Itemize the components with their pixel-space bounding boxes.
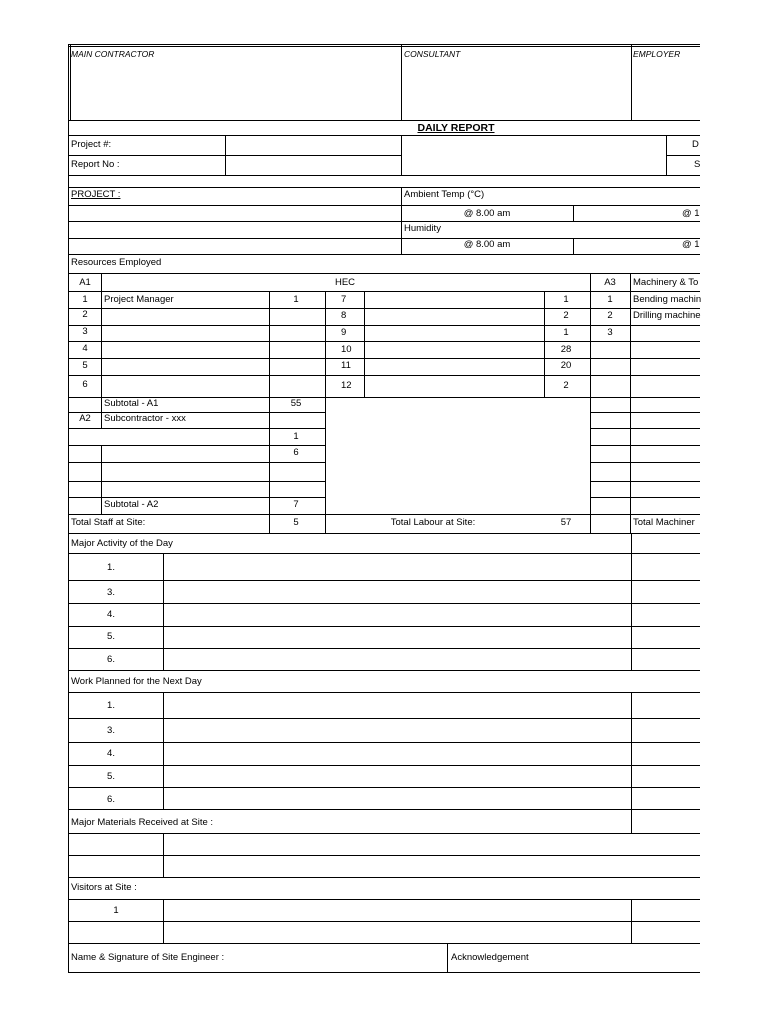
hec-row-qty: 28 bbox=[560, 344, 572, 355]
grid-line-horizontal bbox=[590, 462, 700, 463]
grid-line-horizontal bbox=[68, 221, 700, 222]
grid-line-vertical bbox=[163, 899, 164, 943]
a3-row-number: 3 bbox=[607, 327, 613, 338]
planned-item-number: 6. bbox=[107, 794, 115, 805]
planned-item-number: 3. bbox=[107, 725, 115, 736]
temp-8am-label: @ 8.00 am bbox=[463, 208, 511, 219]
grid-line-vertical bbox=[631, 899, 632, 943]
grid-line-horizontal bbox=[666, 155, 700, 156]
grid-line-vertical bbox=[325, 291, 326, 533]
employer-label: EMPLOYER bbox=[633, 49, 681, 59]
planned-title: Work Planned for the Next Day bbox=[71, 676, 202, 687]
a3-header: A3 bbox=[604, 277, 616, 288]
grid-line-horizontal bbox=[68, 238, 700, 239]
grid-line-vertical bbox=[630, 291, 631, 533]
grid-line-vertical bbox=[163, 833, 164, 877]
subtotal-a1-label: Subtotal - A1 bbox=[104, 398, 159, 409]
grid-line-horizontal bbox=[68, 120, 700, 121]
grid-line-vertical bbox=[447, 943, 448, 972]
grid-line-horizontal bbox=[68, 877, 700, 878]
grid-line-vertical bbox=[101, 445, 102, 514]
grid-line-horizontal bbox=[68, 44, 700, 45]
a1-row-number: 1 bbox=[82, 294, 88, 305]
a2-value: 6 bbox=[293, 447, 299, 458]
humidity-8am-label: @ 8.00 am bbox=[463, 239, 511, 250]
grid-line-horizontal bbox=[68, 428, 325, 429]
grid-line-vertical bbox=[68, 44, 69, 972]
report-number-label: Report No : bbox=[71, 159, 120, 170]
grid-line-vertical bbox=[544, 291, 545, 397]
humidity-1pm-label: @ 1 bbox=[682, 239, 700, 250]
machinery-header: Machinery & To bbox=[633, 277, 699, 288]
total-staff-label: Total Staff at Site: bbox=[71, 517, 146, 528]
total-staff-value: 5 bbox=[293, 517, 299, 528]
a1-row-qty: 1 bbox=[293, 294, 299, 305]
grid-line-vertical bbox=[630, 273, 631, 291]
activity-item-number: 1. bbox=[107, 562, 115, 573]
grid-line-horizontal bbox=[590, 497, 700, 498]
total-machinery-label: Total Machiner bbox=[633, 517, 695, 528]
activity-item-number: 6. bbox=[107, 654, 115, 665]
main-contractor-label: MAIN CONTRACTOR bbox=[71, 49, 155, 59]
grid-line-horizontal bbox=[590, 412, 700, 413]
a3-row-number: 1 bbox=[607, 294, 613, 305]
grid-line-horizontal bbox=[68, 291, 700, 292]
planned-item-number: 5. bbox=[107, 771, 115, 782]
grid-line-horizontal bbox=[68, 445, 325, 446]
project-label: PROJECT : bbox=[71, 189, 121, 200]
grid-line-vertical bbox=[401, 44, 402, 120]
grid-line-vertical bbox=[631, 533, 632, 670]
grid-line-horizontal bbox=[68, 481, 325, 482]
grid-line-horizontal bbox=[68, 497, 325, 498]
a1-row-number: 4 bbox=[82, 343, 88, 354]
a1-header: A1 bbox=[79, 277, 91, 288]
grid-line-vertical bbox=[573, 238, 574, 254]
grid-line-horizontal bbox=[68, 155, 401, 156]
hec-row-number: 9 bbox=[341, 327, 347, 338]
temp-1pm-label: @ 1 bbox=[682, 208, 700, 219]
grid-line-vertical bbox=[401, 135, 402, 175]
grid-line-horizontal bbox=[68, 205, 700, 206]
activity-item-number: 3. bbox=[107, 587, 115, 598]
activity-item-number: 4. bbox=[107, 609, 115, 620]
acknowledgement-label: Acknowledgement bbox=[451, 952, 529, 963]
ambient-temp-label: Ambient Temp (°C) bbox=[404, 189, 485, 200]
hec-header: HEC bbox=[334, 277, 356, 288]
grid-line-horizontal bbox=[68, 175, 700, 176]
materials-title: Major Materials Received at Site : bbox=[71, 817, 214, 828]
subtotal-a2-label: Subtotal - A2 bbox=[104, 499, 159, 510]
report-title: DAILY REPORT bbox=[417, 122, 495, 134]
subtotal-a1-value: 55 bbox=[290, 398, 302, 409]
grid-line-vertical bbox=[590, 273, 591, 291]
hec-row-qty: 20 bbox=[560, 360, 572, 371]
grid-line-horizontal bbox=[590, 445, 700, 446]
grid-line-horizontal bbox=[590, 428, 700, 429]
total-labour-value: 57 bbox=[560, 517, 572, 528]
visitors-title: Visitors at Site : bbox=[71, 882, 137, 893]
grid-line-vertical bbox=[364, 291, 365, 397]
subcontractor-label: Subcontractor - xxx bbox=[104, 413, 186, 424]
a1-row-number: 3 bbox=[82, 326, 88, 337]
hec-row-qty: 2 bbox=[563, 310, 569, 321]
grid-line-vertical bbox=[631, 44, 632, 120]
grid-line-horizontal bbox=[68, 254, 700, 255]
hec-row-qty: 2 bbox=[563, 380, 569, 391]
grid-line-vertical bbox=[590, 291, 591, 533]
a1-row-number: 6 bbox=[82, 379, 88, 390]
hec-row-number: 11 bbox=[341, 360, 351, 371]
a1-row-number: 5 bbox=[82, 360, 88, 371]
grid-line-horizontal bbox=[68, 135, 700, 136]
grid-line-vertical bbox=[163, 692, 164, 809]
a2-value: 1 bbox=[293, 431, 299, 442]
activity-item-number: 5. bbox=[107, 631, 115, 642]
planned-item-number: 1. bbox=[107, 700, 115, 711]
grid-line-horizontal bbox=[68, 358, 700, 359]
grid-line-horizontal bbox=[68, 972, 700, 973]
grid-line-horizontal bbox=[68, 187, 700, 188]
grid-line-horizontal bbox=[68, 46, 700, 47]
s-label: S bbox=[694, 159, 701, 170]
hec-row-number: 12 bbox=[341, 380, 352, 391]
grid-line-horizontal bbox=[590, 481, 700, 482]
grid-line-horizontal bbox=[68, 397, 700, 398]
date-label: D bbox=[692, 139, 699, 150]
hec-row-qty: 1 bbox=[563, 327, 569, 338]
grid-line-horizontal bbox=[68, 670, 700, 671]
a2-header: A2 bbox=[79, 413, 91, 424]
grid-line-horizontal bbox=[68, 325, 700, 326]
grid-line-horizontal bbox=[68, 308, 700, 309]
total-labour-label: Total Labour at Site: bbox=[390, 517, 476, 528]
grid-line-horizontal bbox=[68, 943, 700, 944]
resources-title: Resources Employed bbox=[71, 257, 162, 268]
grid-line-vertical bbox=[666, 135, 667, 175]
grid-line-horizontal bbox=[68, 533, 700, 534]
a3-row-desc: Bending machin bbox=[633, 294, 702, 305]
hec-row-number: 7 bbox=[341, 294, 347, 305]
grid-line-vertical bbox=[101, 291, 102, 428]
consultant-label: CONSULTANT bbox=[404, 49, 461, 59]
grid-line-horizontal bbox=[68, 809, 700, 810]
grid-line-vertical bbox=[163, 553, 164, 670]
a1-row-desc: Project Manager bbox=[104, 294, 174, 305]
grid-line-horizontal bbox=[68, 514, 700, 515]
planned-item-number: 4. bbox=[107, 748, 115, 759]
grid-line-horizontal bbox=[68, 341, 700, 342]
project-number-label: Project #: bbox=[71, 139, 112, 150]
a1-row-number: 2 bbox=[82, 309, 88, 320]
grid-line-vertical bbox=[269, 291, 270, 533]
signature-label: Name & Signature of Site Engineer : bbox=[71, 952, 225, 963]
grid-line-horizontal bbox=[68, 375, 700, 376]
grid-line-vertical bbox=[631, 692, 632, 833]
humidity-label: Humidity bbox=[404, 223, 441, 234]
grid-line-vertical bbox=[225, 135, 226, 175]
grid-line-horizontal bbox=[68, 462, 325, 463]
grid-line-vertical bbox=[401, 187, 402, 254]
grid-line-horizontal bbox=[68, 273, 700, 274]
subtotal-a2-value: 7 bbox=[293, 499, 299, 510]
hec-row-number: 8 bbox=[341, 310, 347, 321]
hec-row-qty: 1 bbox=[563, 294, 569, 305]
activity-title: Major Activity of the Day bbox=[71, 538, 173, 549]
hec-row-number: 10 bbox=[341, 344, 352, 355]
grid-line-vertical bbox=[101, 273, 102, 291]
a3-row-number: 2 bbox=[607, 310, 613, 321]
visitor-item-number: 1 bbox=[113, 905, 119, 916]
grid-line-vertical bbox=[573, 205, 574, 221]
a3-row-desc: Drilling machine bbox=[633, 310, 701, 321]
